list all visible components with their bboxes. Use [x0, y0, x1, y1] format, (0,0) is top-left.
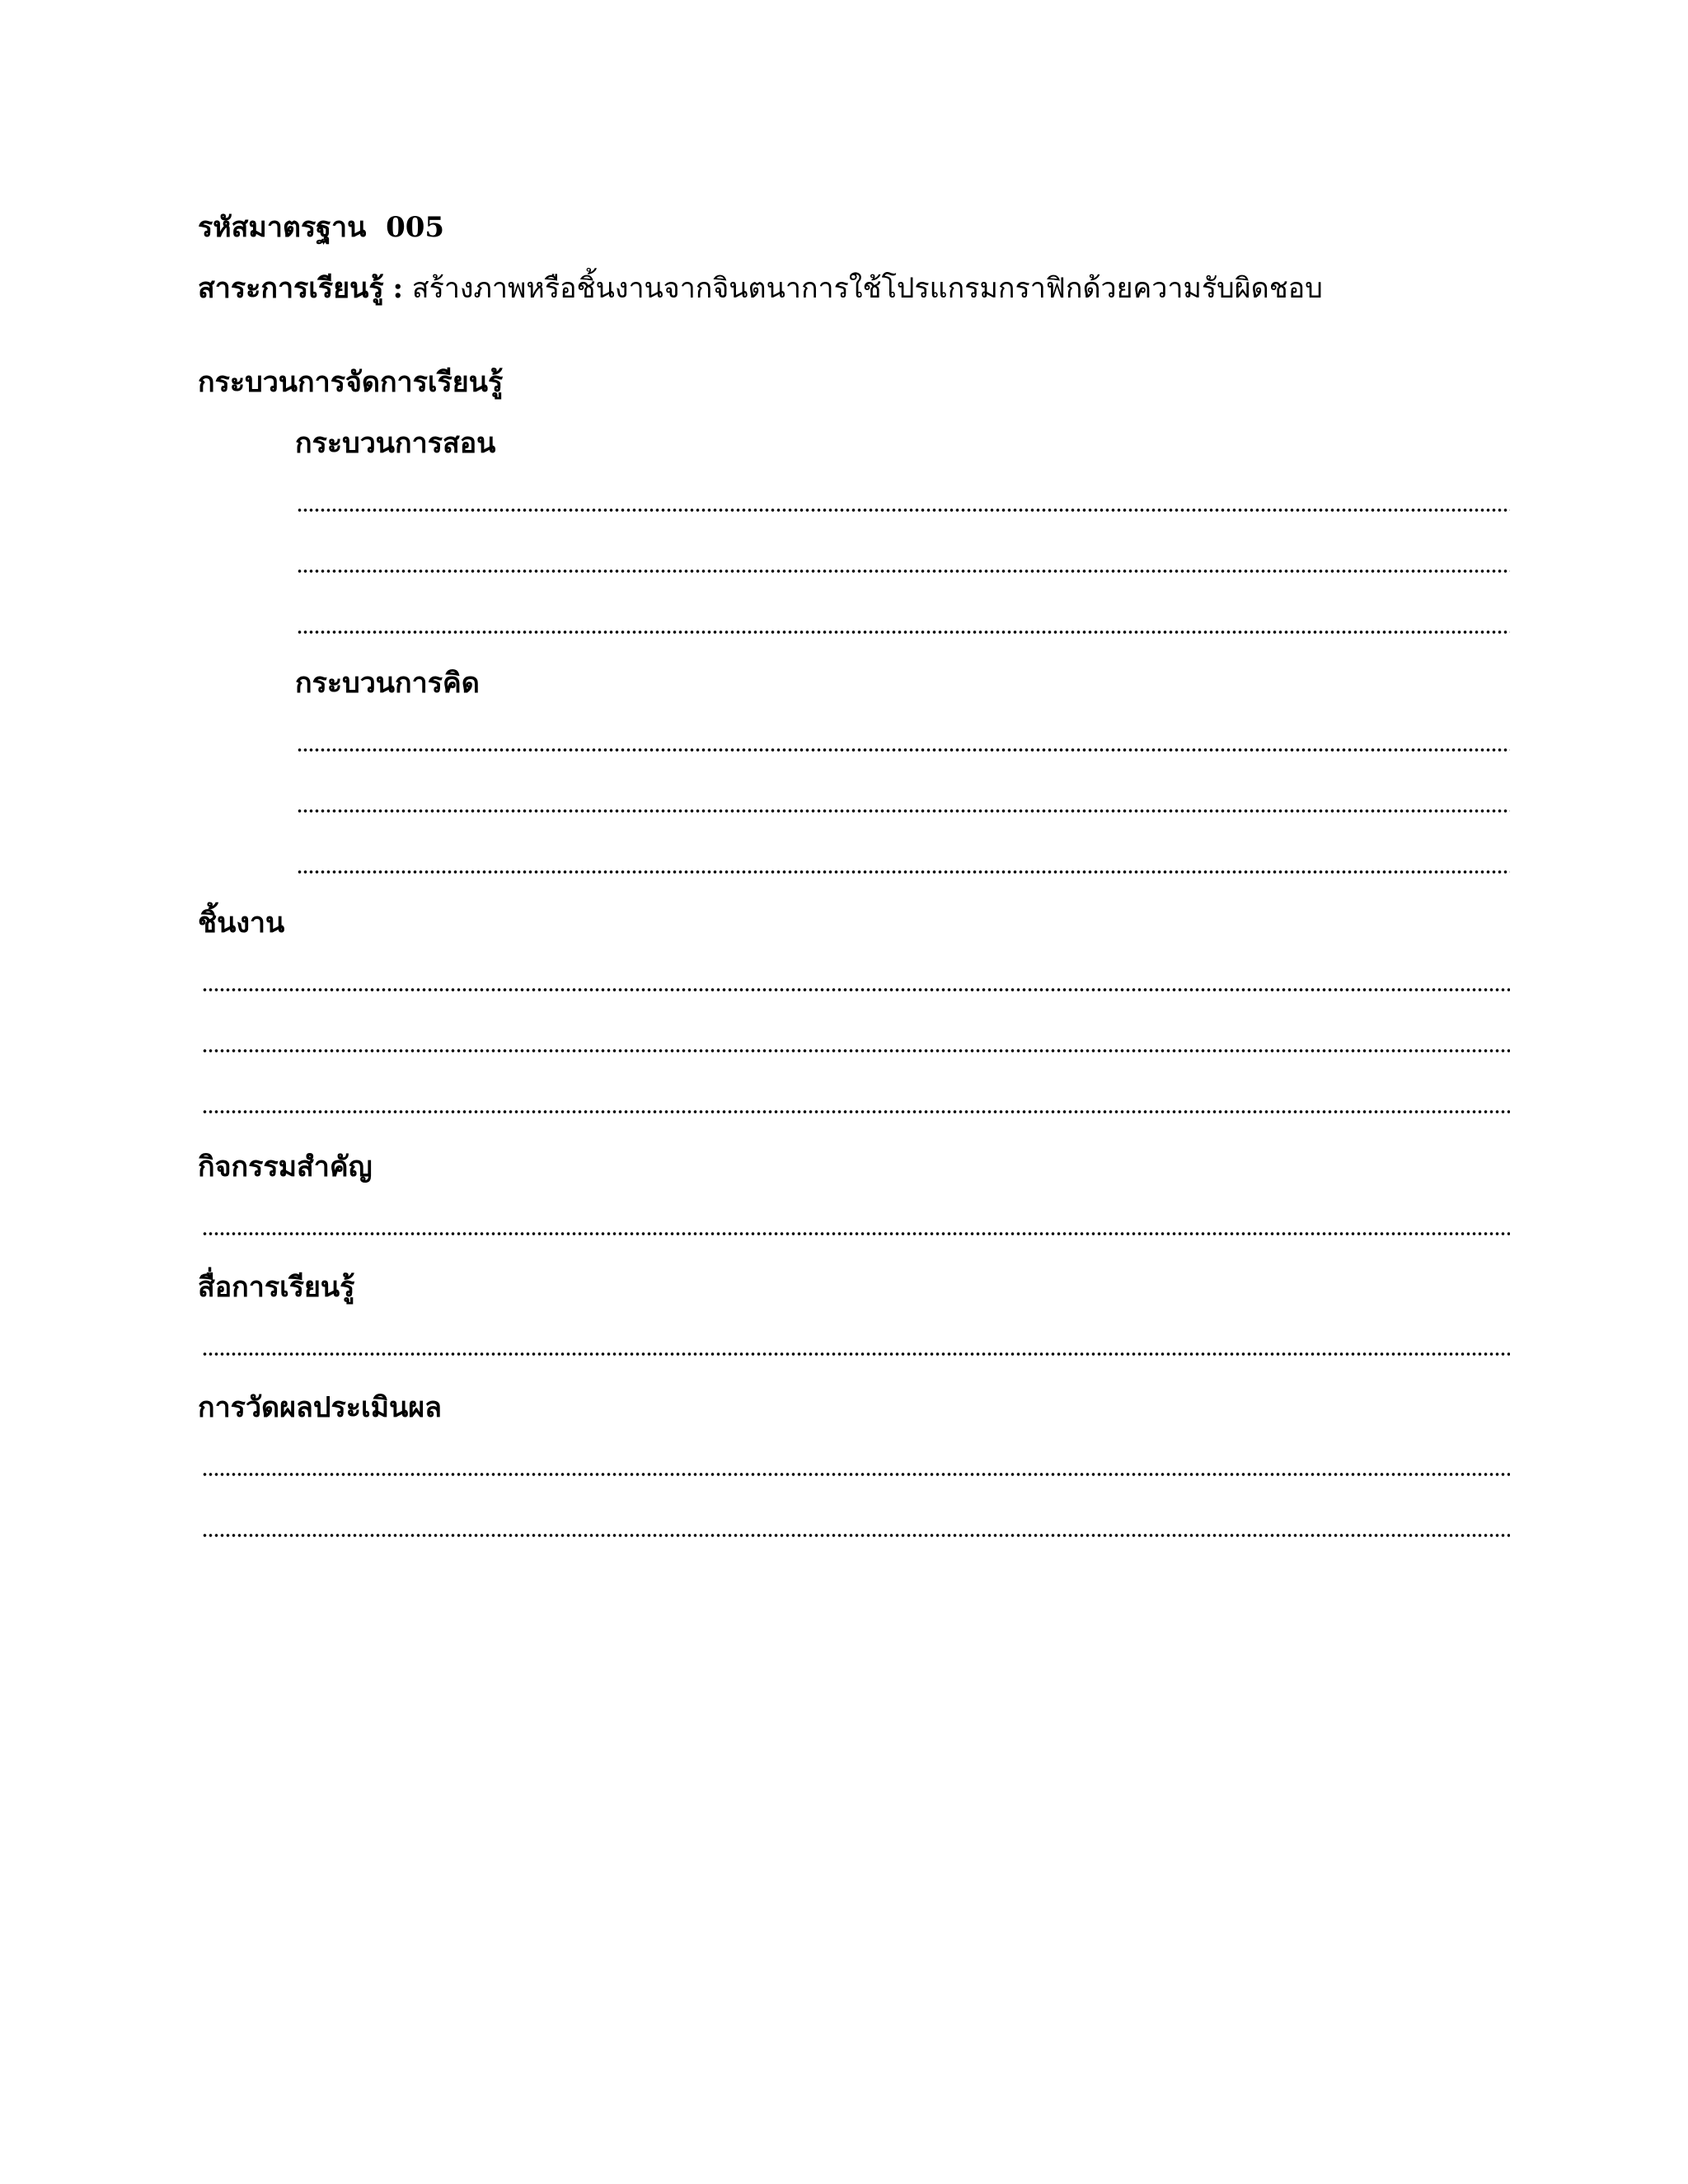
- learning-content-line: [198, 269, 1323, 308]
- learning-content-separator: :: [392, 272, 403, 305]
- thinking-process-heading: กระบวนการคิด: [295, 667, 480, 700]
- standard-code-value: 005: [386, 211, 445, 244]
- workpiece-heading: ชิ้นงาน: [198, 907, 285, 940]
- teaching-answer-line-2: [297, 569, 1510, 574]
- thinking-answer-line-2: [297, 808, 1510, 813]
- learning-process-heading: กระบวนการจัดการเรียนรู้: [198, 366, 504, 399]
- learning-media-heading: สื่อการเรียนรู้: [198, 1271, 355, 1304]
- evaluation-answer-line-1: [202, 1472, 1510, 1477]
- workpiece-answer-line-2: [202, 1048, 1510, 1053]
- learning-media-answer-line-1: [202, 1352, 1510, 1357]
- teaching-answer-line-3: [297, 630, 1510, 635]
- standard-code-label: รหัสมาตรฐาน: [198, 211, 367, 244]
- key-activities-answer-line-1: [202, 1231, 1510, 1236]
- teaching-answer-line-1: [297, 508, 1510, 513]
- teaching-process-heading: กระบวนการสอน: [295, 427, 496, 460]
- thinking-answer-line-1: [297, 748, 1510, 752]
- evaluation-answer-line-2: [202, 1533, 1510, 1538]
- standard-code-line: [198, 208, 444, 247]
- key-activities-heading: กิจกรรมสำคัญ: [198, 1151, 373, 1183]
- learning-content-label: สาระการเรียนรู้: [198, 272, 384, 305]
- thinking-answer-line-3: [297, 869, 1510, 874]
- workpiece-answer-line-3: [202, 1109, 1510, 1114]
- learning-content-value: สร้างภาพหรือชิ้นงานจากจินตนาการใช้โปรแกรมกราฟิกด้วยความรับผิดชอบ: [411, 272, 1323, 305]
- evaluation-heading: การวัดผลประเมินผล: [198, 1391, 443, 1424]
- workpiece-answer-line-1: [202, 987, 1510, 992]
